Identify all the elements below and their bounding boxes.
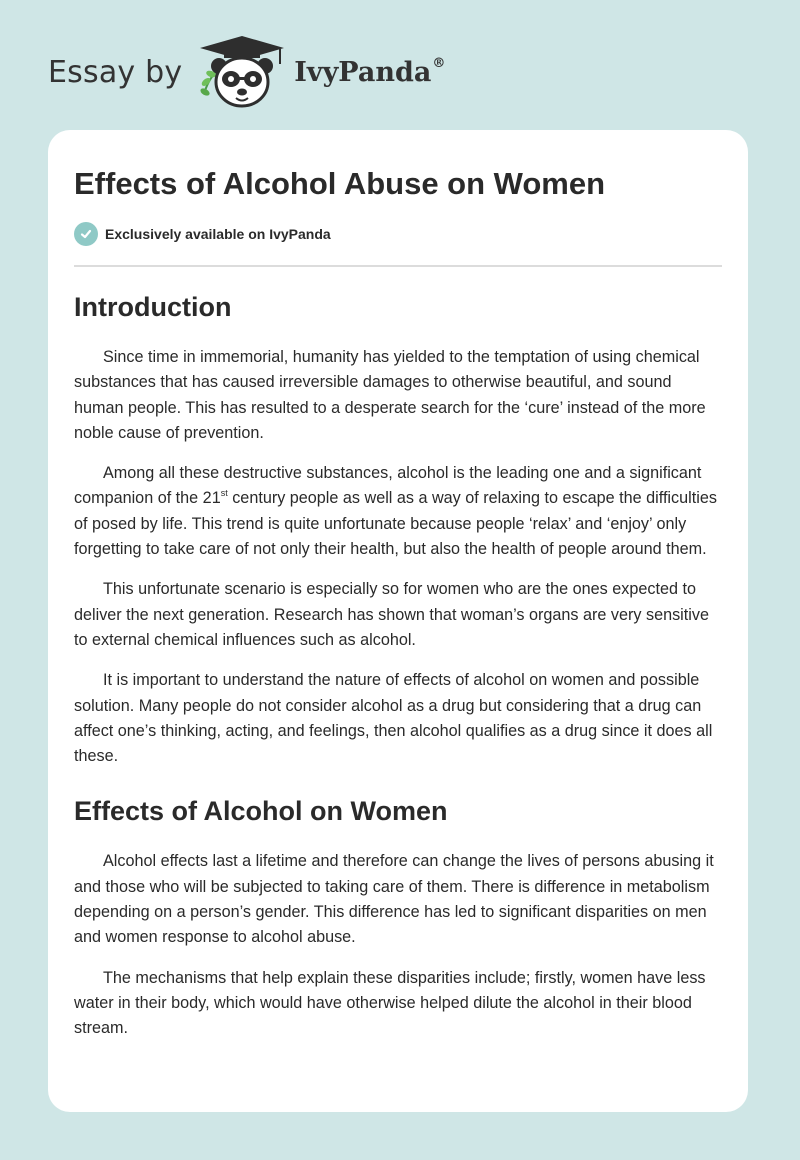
paragraph: [74, 461, 722, 562]
paragraph: Alcohol effects last a lifetime and therefore can change the lives of persons abusing it and those who will be subjected to taking care of them. There is difference in metabolism depending on a person’s gender. This difference has led to significant disparities on men and women response to alcohol abuse.: [74, 852, 714, 947]
essay-by-label: Essay by: [48, 54, 183, 90]
paragraph: It is important to understand the nature of effects of alcohol on women and possible solution. Many people do not consider alcohol as a drug but considering that a drug can affect one’s thinking, acting, and feelings, then alcohol qualifies as a drug since it does all these.: [74, 671, 713, 766]
paragraph-text: Among all these destructive substances, alcohol is the leading one and a significant companion of the 21: [74, 464, 702, 508]
site-header: [48, 34, 445, 110]
essay-title: Effects of Alcohol Abuse on Women: [74, 166, 606, 201]
section-introduction: [74, 289, 722, 769]
section-heading: Effects of Alcohol on Women: [74, 796, 448, 827]
exclusive-badge-label: Exclusively available on IvyPanda: [105, 226, 331, 242]
essay-card: [48, 130, 748, 1112]
brand-name[interactable]: [294, 56, 445, 88]
title-divider: [74, 265, 722, 267]
section-heading: Introduction: [74, 292, 232, 322]
check-icon: [74, 222, 98, 246]
paragraph-text: century people as well as a way of relaxing to escape the difficulties of posed by life. This trend is quite unfortunate because people ‘relax’ and ‘enjoy’ only forgetting to take care of not only their health, but also the health of people around them.: [74, 489, 717, 559]
exclusive-badge: [74, 219, 722, 249]
registered-mark: ®: [432, 56, 446, 71]
paragraph: The mechanisms that help explain these disparities include; firstly, women have less water in their body, which would have otherwise helped dilute the alcohol in their blood stream.: [74, 968, 706, 1038]
paragraph: This unfortunate scenario is especially so for women who are the ones expected to deliver the next generation. Research has shown that woman’s organs are very sensitive to external chemical influences such as alcohol.: [74, 580, 709, 649]
brand-name-text: IvyPanda: [294, 57, 432, 88]
ordinal-suffix: st: [220, 488, 228, 499]
paragraph: Since time in immemorial, humanity has yielded to the temptation of using chemical substances that has caused irreversible damages to otherwise beautiful, and sound human people. This has resulted to a desperate search for the ‘cure’ instead of the more noble cause of prevention.: [74, 348, 706, 442]
section-effects: [74, 793, 722, 1041]
panda-graduate-icon[interactable]: [196, 34, 288, 110]
